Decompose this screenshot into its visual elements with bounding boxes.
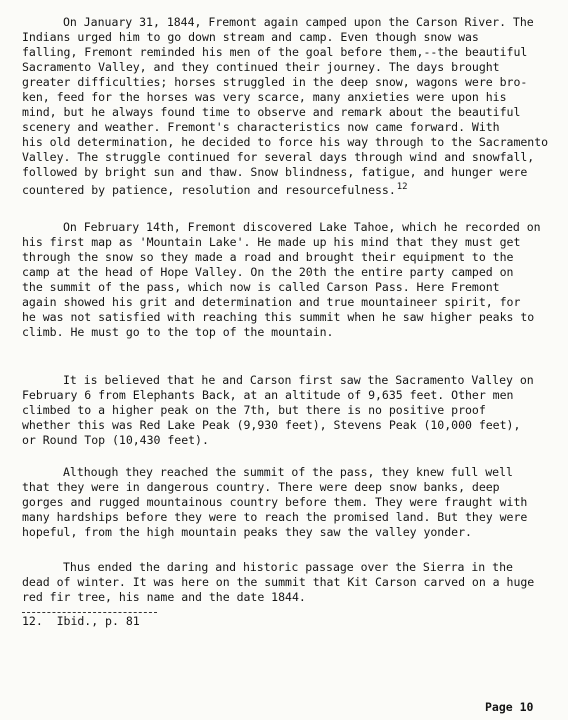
page-number: Page 10 [485,700,534,714]
text-line: or Round Top (10,430 feet). [22,433,209,447]
text-line: his old determination, he decided to force his way through to the Sacramento [22,135,549,149]
text-line: followed by bright sun and thaw. Snow blindness, fatigue, and hunger were [22,165,528,179]
footnote: 12. Ibid., p. 81 [22,614,140,628]
text-line: February 6 from Elephants Back, at an altitude of 9,635 feet. Other men [22,388,514,402]
text-line: through the snow so they made a road and brought their equipment to the [22,250,514,264]
text-line: ken, feed for the horses was very scarce, many anxieties were upon his [22,90,507,104]
text-line: hopeful, from the high mountain peaks they saw the valley yonder. [22,525,472,539]
text-line: climbed to a higher peak on the 7th, but there is no positive proof [22,403,486,417]
text-line: mind, but he always found time to observe and remark about the beautiful [22,105,521,119]
text-line: that they were in dangerous country. There were deep snow banks, deep [22,480,500,494]
text-line: red fir tree, his name and the date 1844. [22,590,306,604]
text-line-content: countered by patience, resolution and resourcefulness. [22,183,396,197]
text-line: It is believed that he and Carson first saw the Sacramento Valley on [63,373,534,387]
text-line: Thus ended the daring and historic passage over the Sierra in the [63,560,513,574]
text-line: climb. He must go to the top of the mountain. [22,325,334,339]
text-line: Valley. The struggle continued for several days through wind and snowfall, [22,150,535,164]
text-line: camp at the head of Hope Valley. On the 20th the entire party camped on [22,265,514,279]
text-line: dead of winter. It was here on the summit that Kit Carson carved on a huge [22,575,535,589]
text-line: the summit of the pass, which now is called Carson Pass. Here Fremont [22,280,500,294]
text-line: On January 31, 1844, Fremont again camped upon the Carson River. The [63,15,534,29]
text-line: again showed his grit and determination and true mountaineer spirit, for [22,295,521,309]
text-line: On February 14th, Fremont discovered Lake Tahoe, which he recorded on [63,220,541,234]
text-line: greater difficulties; horses struggled in the deep snow, wagons were bro- [22,75,528,89]
footnote-ref: 12 [396,182,408,192]
text-line: Indians urged him to go down stream and camp. Even though snow was [22,30,479,44]
text-line: Although they reached the summit of the pass, they knew full well [63,465,513,479]
text-line: he was not satisfied with reaching this summit when he saw higher peaks to [22,310,535,324]
text-line: scenery and weather. Fremont's characteristics now came forward. With [22,120,500,134]
text-line: whether this was Red Lake Peak (9,930 feet), Stevens Peak (10,000 feet), [22,418,521,432]
text-line [22,180,408,197]
text-line: his first map as 'Mountain Lake'. He made up his mind that they must get [22,235,521,249]
text-line: many hardships before they were to reach the promised land. But they were [22,510,528,524]
text-line: gorges and rugged mountainous country before them. They were fraught with [22,495,528,509]
footnote-separator [22,612,157,613]
text-line: Sacramento Valley, and they continued their journey. The days brought [22,60,500,74]
text-line: falling, Fremont reminded his men of the goal before them,--the beautiful [22,45,528,59]
